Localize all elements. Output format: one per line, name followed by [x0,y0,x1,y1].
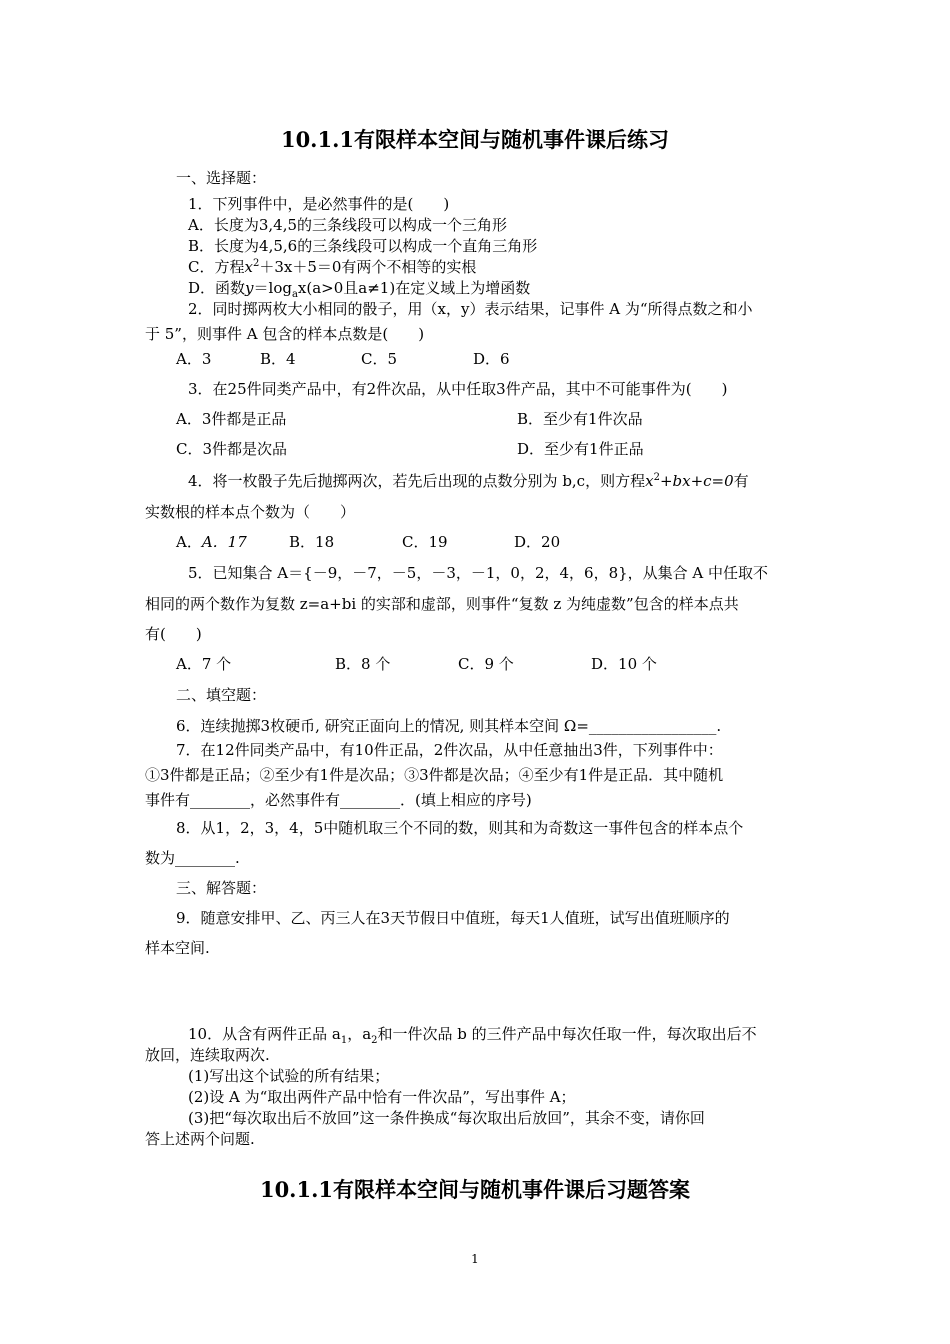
q1-option-d-y: y [245,279,254,297]
q5-option-a: A．7 个 [176,655,232,673]
q10-part1: (1)写出这个试验的所有结果； [188,1067,390,1085]
q9-line1: 9．随意安排甲、乙、丙三人在3天节假日中值班，每天1人值班，试写出值班顺序的 [176,909,730,927]
answer-title: 10.1.1有限样本空间与随机事件课后习题答案 [259,1177,691,1202]
page-title: 10.1.1有限样本空间与随机事件课后练习 [280,127,670,152]
q4-line1-text: 4．将一枚骰子先后抛掷两次，若先后出现的点数分别为 b,c，则方程 [188,472,646,490]
q1-option-c-rest: ＋3x＋5＝0有两个不相等的实根 [259,258,477,276]
q5-option-d: D．10 个 [591,655,657,673]
q3-option-b: B．至少有1件次品 [517,410,643,428]
q1-option-d-log: ＝log [253,279,292,297]
q4-equation-rest: +bx+c=0 [659,472,734,490]
q8-line1: 8．从1，2，3，4，5中随机取三个不同的数，则其和为奇数这一事件包含的样本点个 [176,819,744,837]
q10-line2: 放回，连续取两次. [145,1046,270,1064]
q4-line1-end: 有 [733,472,749,490]
section-fill-heading: 二、填空题： [176,686,267,704]
q1-option-b: B．长度为4,5,6的三条线段可以构成一个直角三角形 [188,237,538,255]
q4-option-b: B．18 [289,533,335,551]
q1-option-c-prefix: C．方程 [188,258,245,276]
q10-line1-rest: 和一件次品 b 的三件产品中每次任取一件，每次取出后不 [377,1025,757,1043]
q3-option-d: D．至少有1件正品 [517,440,644,458]
q7-line1: 7．在12件同类产品中，有10件正品，2件次品，从中任意抽出3件，下列事件中： [176,741,723,759]
q1-option-c [188,257,476,277]
q6-text: 6．连续抛掷3枚硬币, 研究正面向上的情况, 则其样本空间 Ω=_________________. [176,717,722,735]
section-answer-heading: 三、解答题： [176,879,267,897]
q2-option-a: A．3 [176,350,212,368]
q10-line1 [188,1024,757,1044]
q5-line3: 有( ) [145,625,202,643]
q10-part3: (3)把“每次取出后不放回”这一条件换成“每次取出后放回”，其余不变，请你回 [188,1109,705,1127]
q4-equation-exponent: 2 [653,472,660,483]
q4-option-d: D．20 [514,533,561,551]
q2-line2: 于 5”，则事件 A 包含的样本点数是( ) [145,325,425,343]
q1-option-c-x: x [244,258,253,276]
q7-line3: 事件有________，必然事件有________．(填上相应的序号) [145,791,532,809]
q2-line1: 2．同时掷两枚大小相同的骰子，用（x，y）表示结果，记事件 A 为“所得点数之和小 [188,300,753,318]
q4-line1 [188,471,749,491]
q1-option-a: A．长度为3,4,5的三条线段可以构成一个三角形 [188,216,508,234]
q8-line2: 数为________. [145,849,240,867]
q2-option-c: C．5 [361,350,398,368]
q10-line1-text: 10．从含有两件正品 a [188,1025,341,1043]
page-number: 1 [471,1252,479,1266]
q1-option-d-rest: x(a>0且a≠1)在定义域上为增函数 [297,279,531,297]
q7-line2: ①3件都是正品；②至少有1件是次品；③3件都是次品；④至少有1件是正品．其中随机 [145,766,724,784]
q1-option-c-exponent: 2 [252,258,260,269]
q10-sub2: 2 [371,1035,378,1046]
q4-option-a-value: A．17 [201,533,247,551]
q9-line2: 样本空间. [145,939,210,957]
q5-option-c: C．9 个 [458,655,514,673]
section-choice-heading: 一、选择题： [176,169,267,187]
q2-option-d: D．6 [473,350,510,368]
q4-option-a: A．A．17 [176,533,247,551]
q4-option-c: C．19 [402,533,448,551]
q5-line2: 相同的两个数作为复数 z=a+bi 的实部和虚部，则事件“复数 z 为纯虚数”包含的样本点共 [145,595,739,613]
q10-line1-mid: ，a [347,1025,372,1043]
q10-part3-cont: 答上述两个问题. [145,1130,255,1148]
q3-option-a: A．3件都是正品 [176,410,287,428]
q4-line2: 实数根的样本点个数为（ ） [145,503,356,521]
q1-stem: 1．下列事件中，是必然事件的是( ) [188,195,450,213]
q1-option-d-base: a [291,289,298,300]
q3-stem: 3．在25件同类产品中，有2件次品，从中任取3件产品，其中不可能事件为( ) [188,380,728,398]
q1-option-d [188,278,530,298]
q5-line1: 5．已知集合 A＝{－9，－7，－5，－3，－1，0，2，4，6，8}，从集合 A 中任取不 [188,564,769,582]
q4-equation-x: x [645,472,654,490]
q2-option-b: B．4 [260,350,296,368]
q10-part2: (2)设 A 为“取出两件产品中恰有一件次品”，写出事件 A； [188,1088,576,1106]
q1-option-d-prefix: D．函数 [188,279,246,297]
q5-option-b: B．8 个 [335,655,391,673]
q3-option-c: C．3件都是次品 [176,440,288,458]
q10-sub1: 1 [340,1035,348,1046]
